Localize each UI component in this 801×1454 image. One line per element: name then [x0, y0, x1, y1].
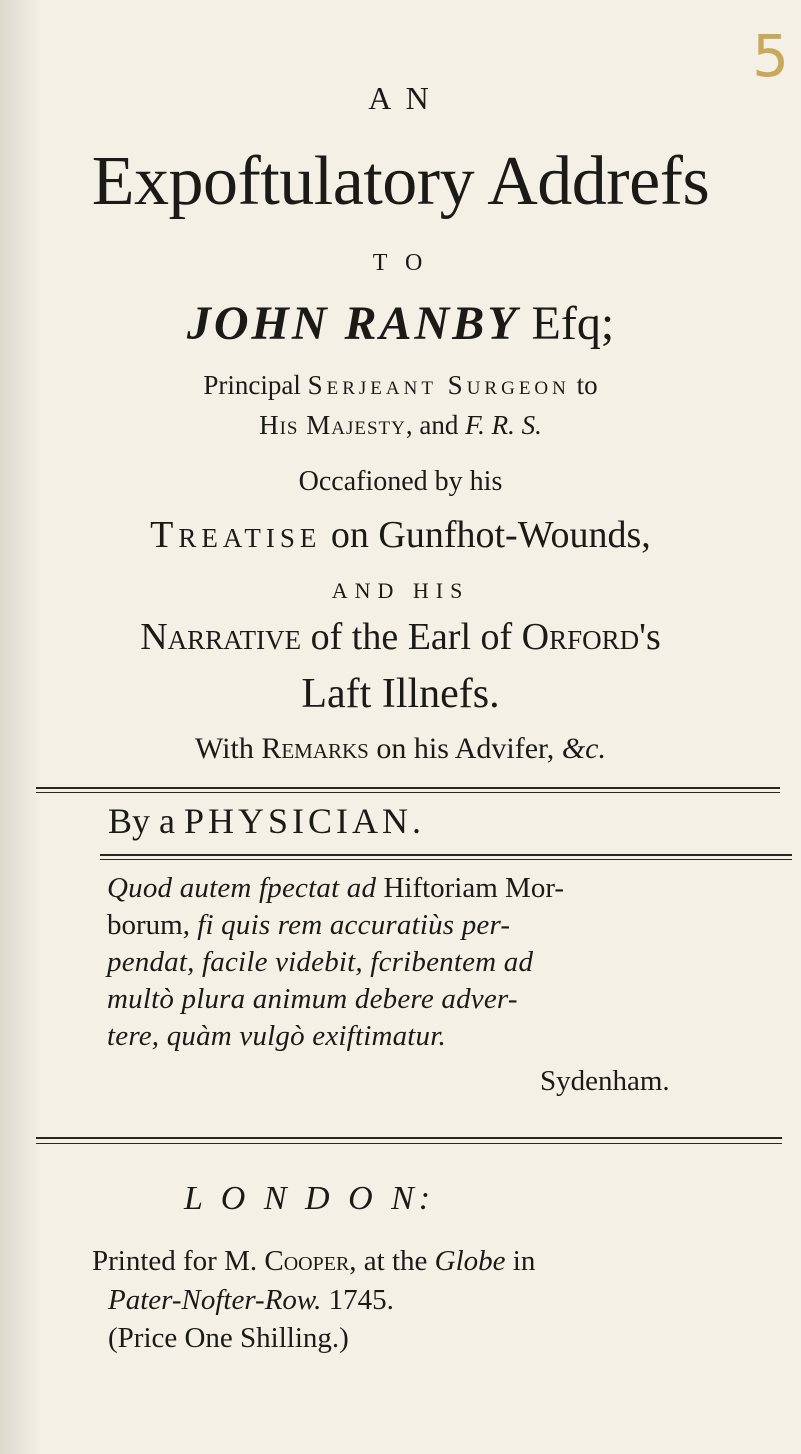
dedicatee-suffix: Efq;	[531, 297, 615, 350]
last-illness-line: Laft Illnefs.	[301, 671, 500, 717]
page-number: 5	[752, 22, 789, 90]
epigraph-line-5: tere, quàm vulgò exiftimatur.	[107, 1020, 446, 1052]
remarks-etc: &c.	[561, 732, 606, 765]
treatise-rest: on Gunfhot-Wounds,	[321, 514, 651, 556]
imprint-line-2	[108, 1284, 394, 1317]
treatise-line	[0, 513, 801, 557]
rule-1b	[36, 792, 780, 793]
rule-2	[100, 854, 792, 856]
occasion-line: Occafioned by his	[298, 466, 503, 497]
epigraph-line-1	[107, 870, 697, 907]
title-dedicatee	[0, 296, 801, 351]
author-physician: PHYSICIAN.	[184, 801, 426, 841]
imprint-price: (Price One Shilling.)	[108, 1322, 349, 1354]
author-by: By a	[108, 801, 175, 841]
and-his-line: AND HIS	[331, 578, 470, 603]
epigraph-line-3: pendat, facile videbit, fcribentem ad	[107, 946, 534, 978]
epigraph-l1-roman: Hiftoriam Mor-	[376, 872, 565, 904]
epigraph-line-4: multò plura animum debere adver-	[107, 983, 518, 1015]
narrative-word: Narrative	[140, 616, 302, 658]
remarks-rest: on his Advifer,	[368, 732, 562, 765]
position-line-2	[0, 410, 801, 441]
remarks-word: Remarks	[261, 732, 369, 765]
imprint-at: , at the	[349, 1245, 435, 1277]
epigraph-attribution: Sydenham.	[540, 1065, 670, 1097]
rule-2b	[100, 859, 792, 860]
imprint-year: 1745.	[321, 1284, 394, 1316]
rule-1	[36, 787, 780, 789]
title-to: T O	[372, 250, 429, 276]
position-suffix: to	[569, 370, 598, 400]
treatise-word: Treatise	[150, 514, 322, 556]
imprint-city: L O N D O N:	[184, 1180, 436, 1217]
title-article: A N	[368, 80, 433, 116]
dedicatee-name: JOHN RANBY	[186, 297, 520, 350]
rule-3	[36, 1137, 782, 1139]
imprint-prefix: Printed for M.	[92, 1245, 265, 1277]
position-prefix: Principal	[203, 370, 308, 400]
title-main: Expoftulatory Addrefs	[91, 143, 710, 220]
position-line-1	[0, 370, 801, 401]
narrative-line	[0, 615, 801, 659]
position-and: , and	[405, 410, 466, 440]
epigraph-l1-italic: Quod autem fpectat ad	[107, 872, 377, 904]
rule-3b	[36, 1143, 782, 1144]
epigraph-l2-roman: borum,	[107, 909, 198, 941]
imprint-globe: Globe	[434, 1245, 506, 1277]
position-title: Serjeant Surgeon	[307, 370, 570, 400]
remarks-prefix: With	[195, 732, 262, 765]
remarks-line	[0, 732, 801, 766]
orford-suffix: 's	[639, 616, 661, 658]
orford-word: Orford	[521, 616, 640, 658]
imprint-publisher: Cooper	[264, 1245, 350, 1277]
narrative-rest: of the Earl of	[301, 616, 522, 658]
epigraph-line-2	[107, 907, 697, 944]
his-majesty: His Majesty	[259, 410, 406, 440]
epigraph-l2-italic: fi quis rem accuratiùs per-	[197, 909, 511, 941]
author-line	[108, 800, 425, 842]
imprint-in: in	[505, 1245, 536, 1277]
epigraph	[107, 870, 697, 1055]
imprint-line-1	[92, 1245, 535, 1278]
frs: F. R. S.	[465, 410, 542, 440]
imprint-street: Pater-Nofter-Row.	[108, 1284, 322, 1316]
